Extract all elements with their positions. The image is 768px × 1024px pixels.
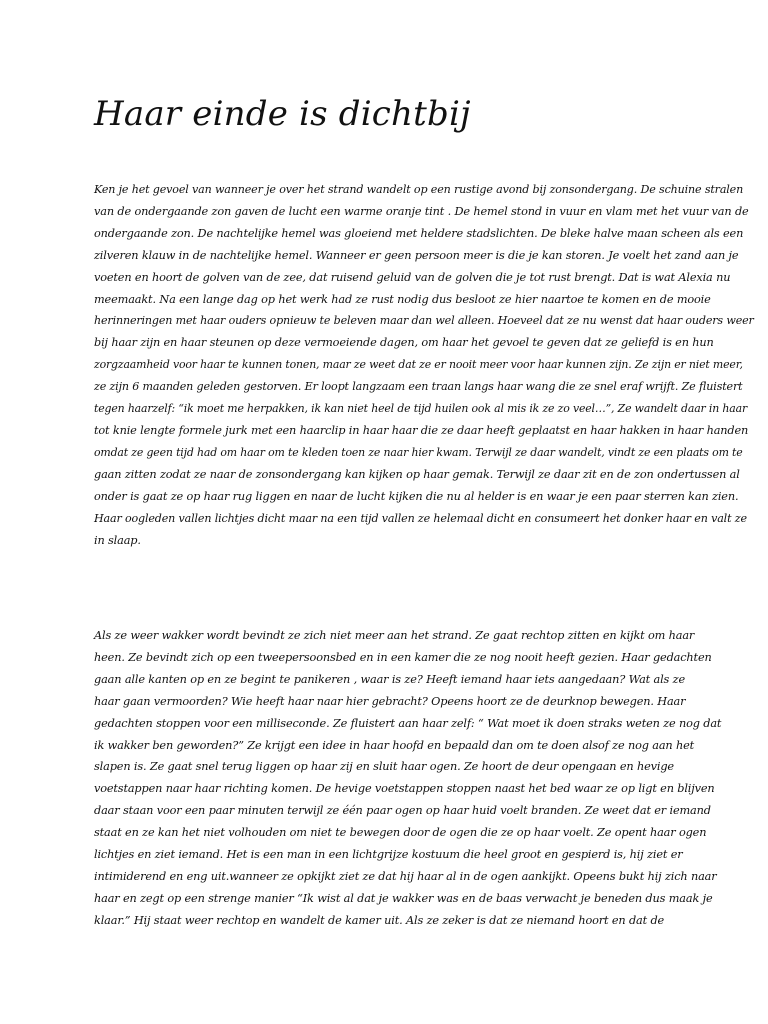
text-line: gaan zitten zodat ze naar de zonsondergang kan kijken op haar gemak. Terwijl ze daar zit en de zon ondertussen al bbox=[94, 467, 740, 481]
story-paragraph-1 bbox=[94, 179, 754, 551]
text-line: ik wakker ben geworden?” Ze krijgt een idee in haar hoofd en bepaald dan om te doen alsof ze nog aan het bbox=[94, 738, 695, 752]
text-line: meemaakt. Na een lange dag op het werk had ze rust nodig dus besloot ze hier naartoe te komen en de mooie bbox=[94, 292, 711, 306]
text-line: gaan alle kanten op en ze begint te panikeren , waar is ze? Heeft iemand haar iets aangedaan? Wat als ze bbox=[94, 672, 685, 686]
text-line: bij haar zijn en haar steunen op deze vermoeiende dagen, om haar het gevoel te geven dat ze geliefd is en hun bbox=[94, 336, 714, 350]
text-line: heen. Ze bevindt zich op een tweepersoonsbed en in een kamer die ze nog nooit heeft gezien. Haar gedachten bbox=[94, 650, 712, 664]
page-title: Haar einde is dichtbij bbox=[94, 94, 471, 134]
text-line: lichtjes en ziet iemand. Het is een man in een lichtgrijze kostuum die heel groot en gespierd is, hij ziet er bbox=[94, 848, 683, 862]
text-line: omdat ze geen tijd had om haar om te kleden toen ze naar hier kwam. Terwijl ze daar wandelt, vindt ze een plaats om te bbox=[94, 445, 743, 459]
text-line: Ken je het gevoel van wanneer je over het strand wandelt op een rustige avond bij zonsondergang. De schuine stralen bbox=[94, 183, 744, 196]
text-line: daar staan voor een paar minuten terwijl ze één paar ogen op haar huid voelt branden. Ze weet dat er iemand bbox=[94, 804, 711, 818]
text-line: gedachten stoppen voor een milliseconde. Ze fluistert aan haar zelf: “ Wat moet ik doen straks weten ze nog dat bbox=[94, 716, 722, 730]
text-line: van de ondergaande zon gaven de lucht een warme oranje tint . De hemel stond in vuur en vlam met het vuur van de bbox=[94, 204, 749, 218]
text-line: voetstappen naar haar richting komen. De hevige voetstappen stoppen naast het bed waar ze op ligt en blijven bbox=[94, 782, 715, 796]
text-line: herinneringen met haar ouders opnieuw te beleven maar dan wel alleen. Hoeveel dat ze nu wenst dat haar ouders weer bbox=[94, 314, 754, 328]
text-line: onder is gaat ze op haar rug liggen en naar de lucht kijken die nu al helder is en waar je een paar sterren kan zien. bbox=[94, 489, 739, 503]
text-line: Haar oogleden vallen lichtjes dicht maar na een tijd vallen ze helemaal dicht en consumeert het donker haar en valt ze bbox=[94, 511, 747, 525]
text-line: ondergaande zon. De nachtelijke hemel was gloeiend met heldere stadslichten. De bleke halve maan scheen als een bbox=[94, 226, 744, 240]
text-line: tegen haarzelf: “ik moet me herpakken, ik kan niet heel de tijd huilen ook al mis ik ze zo veel…”, Ze wandelt daar in haar bbox=[94, 402, 748, 416]
text-line: voeten en hoort de golven van de zee, dat ruisend geluid van de golven die je tot rust brengt. Dat is wat Alexia nu bbox=[94, 270, 731, 284]
text-line: Als ze weer wakker wordt bevindt ze zich niet meer aan het strand. Ze gaat rechtop zitten en kijkt om haar bbox=[94, 629, 695, 642]
text-line: klaar.” Hij staat weer rechtop en wandelt de kamer uit. Als ze zeker is dat ze niemand hoort en dat de bbox=[94, 913, 665, 927]
text-line: zilveren klauw in de nachtelijke hemel. Wanneer er geen persoon meer is die je kan storen. Je voelt het zand aan je bbox=[94, 248, 739, 262]
text-line: tot knie lengte formele jurk met een haarclip in haar haar die ze daar heeft geplaatst en haar hakken in haar handen bbox=[94, 423, 749, 437]
text-line: zorgzaamheid voor haar te kunnen tonen, maar ze weet dat ze er nooit meer voor haar kunnen zijn. Ze zijn er niet meer, bbox=[94, 358, 743, 372]
text-line: ze zijn 6 maanden geleden gestorven. Er loopt langzaam een traan langs haar wang die ze snel eraf wrijft. Ze fluistert bbox=[94, 380, 743, 394]
text-line: slapen is. Ze gaat snel terug liggen op haar zij en sluit haar ogen. Ze hoort de deur opengaan en hevige bbox=[94, 760, 674, 774]
text-line: intimiderend en eng uit.wanneer ze opkijkt ziet ze dat hij haar al in de ogen aankijkt. Opeens bukt hij zich naar bbox=[94, 869, 717, 883]
text-line: haar gaan vermoorden? Wie heeft haar naar hier gebracht? Opeens hoort ze de deurknop bewegen. Haar bbox=[94, 694, 686, 708]
text-line: staat en ze kan het niet volhouden om niet te bewegen door de ogen die ze op haar voelt. Ze opent haar ogen bbox=[94, 826, 707, 840]
text-line: in slaap. bbox=[94, 533, 141, 547]
text-line: haar en zegt op een strenge manier “Ik wist al dat je wakker was en de baas verwacht je beneden dus maak je bbox=[94, 891, 713, 905]
story-paragraph-2 bbox=[94, 625, 734, 932]
